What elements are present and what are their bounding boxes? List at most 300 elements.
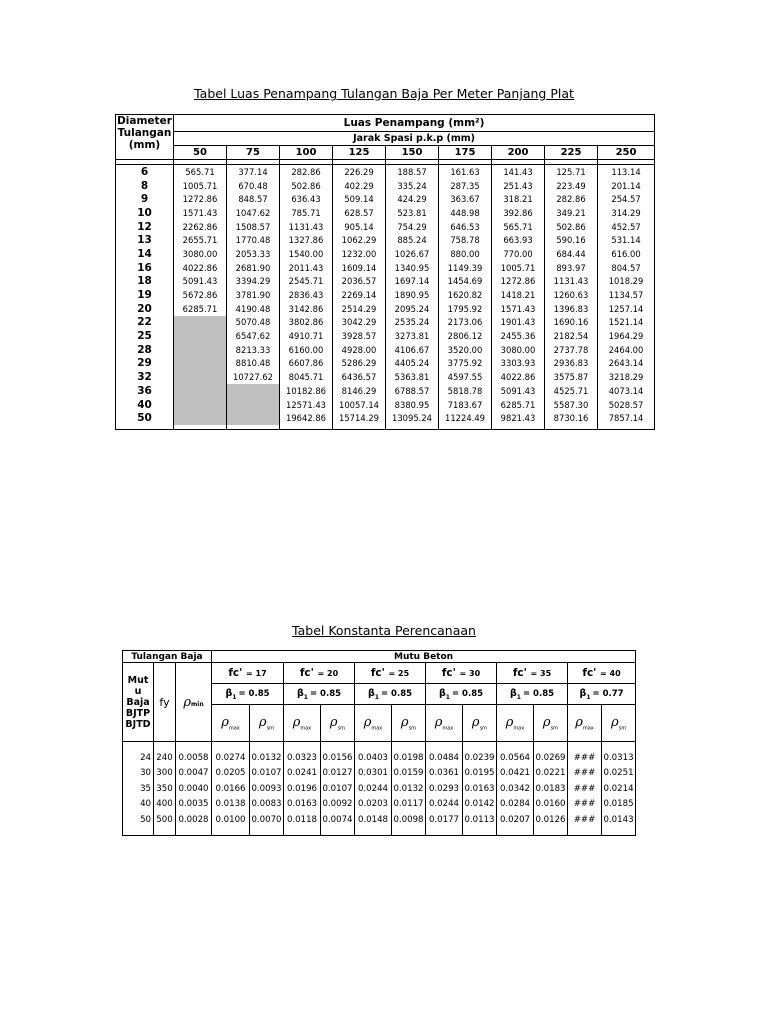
diameter-cell: 9 [116,192,174,206]
table-row [123,750,636,766]
rho-max-header: $\rho_{max}$ [426,705,463,742]
area-cell: 1418.21 [492,288,545,302]
area-cell: 2173.06 [439,316,492,330]
area-cell: 1134.57 [598,288,655,302]
diameter-cell: 28 [116,343,174,357]
rho-cell: 0.0156 [321,750,355,766]
area-cell: 616.00 [598,247,655,261]
table-row [116,247,655,261]
rho-cell: 0.0342 [497,781,534,797]
area-cell: 4022.86 [492,370,545,384]
area-cell: 1340.95 [386,261,439,275]
area-cell: 2514.29 [333,302,386,316]
table-row [116,206,655,220]
area-cell [174,343,227,357]
area-cell: 1232.00 [333,247,386,261]
area-cell: 1609.14 [333,261,386,275]
area-cell: 188.57 [386,165,439,179]
area-cell: 282.86 [280,165,333,179]
mutu-baja-header: Mut u Baja BJTP BJTD [123,663,154,742]
rho-cell: 0.0107 [321,781,355,797]
tulangan-baja-header: Tulangan Baja [123,651,212,663]
rho-cell: 0.0244 [355,781,392,797]
area-cell: 3080.00 [492,343,545,357]
area-cell: 6607.86 [280,357,333,371]
area-cell: 590.16 [545,233,598,247]
fc-header: fc' = 35 [497,663,568,684]
area-cell: 3575.87 [545,370,598,384]
rho-cell: 0.0301 [355,766,392,782]
area-cell: 6285.71 [492,398,545,412]
rho-cell: 0.0118 [284,812,321,828]
rho-cell: ### [568,750,602,766]
area-cell: 6547.62 [227,329,280,343]
area-cell: 13095.24 [386,411,439,425]
area-cell: 6160.00 [280,343,333,357]
fy-cell: 240 [154,750,176,766]
area-cell: 3303.93 [492,357,545,371]
area-cell: 1260.63 [545,288,598,302]
rho-max-header: $\rho_{max}$ [355,705,392,742]
table-row [116,233,655,247]
diameter-cell: 18 [116,275,174,289]
area-cell: 646.53 [439,220,492,234]
area-cell: 663.93 [492,233,545,247]
area-cell: 670.48 [227,179,280,193]
rho-sm-header: $\rho_{sm}$ [534,705,568,742]
area-cell [174,316,227,330]
area-cell: 5091.43 [492,384,545,398]
area-cell: 4928.00 [333,343,386,357]
table-row [123,781,636,797]
area-cell: 3802.86 [280,316,333,330]
area-cell: 2806.12 [439,329,492,343]
rho-cell: 0.0564 [497,750,534,766]
area-cell: 226.29 [333,165,386,179]
area-cell: 5286.29 [333,357,386,371]
diameter-header: Diameter Tulangan (mm) [116,115,174,160]
rho-cell: 0.0323 [284,750,321,766]
area-cell: 15714.29 [333,411,386,425]
diameter-cell: 10 [116,206,174,220]
rho-cell: 0.0195 [463,766,497,782]
rho-cell: 0.0183 [534,781,568,797]
area-cell [227,398,280,412]
area-cell: 8045.71 [280,370,333,384]
area-cell: 2036.57 [333,275,386,289]
area-cell: 3218.29 [598,370,655,384]
area-cell: 523.81 [386,206,439,220]
fy-cell: 500 [154,812,176,828]
fc-header: fc' = 25 [355,663,426,684]
rho-cell: 0.0132 [392,781,426,797]
spacing-header: 50 [174,146,227,160]
rho-cell: 0.0484 [426,750,463,766]
area-cell: 335.24 [386,179,439,193]
area-cell: 6285.71 [174,302,227,316]
rho-cell: 0.0070 [250,812,284,828]
area-cell: 2182.54 [545,329,598,343]
area-cell: 5818.78 [439,384,492,398]
diameter-cell: 16 [116,261,174,275]
table-row [116,370,655,384]
area-cell: 5028.57 [598,398,655,412]
diameter-cell: 8 [116,179,174,193]
area-cell: 1257.14 [598,302,655,316]
rho-cell: 0.0132 [250,750,284,766]
table-row [116,179,655,193]
table-row [116,357,655,371]
mutu-baja-cell: 35 [123,781,154,797]
area-cell: 201.14 [598,179,655,193]
area-cell: 2262.86 [174,220,227,234]
diameter-cell: 19 [116,288,174,302]
table-row [116,302,655,316]
rho-cell: 0.0251 [602,766,636,782]
luas-penampang-header: Luas Penampang (mm²) [174,115,655,132]
area-cell: 684.44 [545,247,598,261]
table-row [116,261,655,275]
rho-sm-header: $\rho_{sm}$ [602,705,636,742]
area-cell: 2655.71 [174,233,227,247]
area-cell: 363.67 [439,192,492,206]
area-cell: 1770.48 [227,233,280,247]
table-row [116,316,655,330]
area-cell: 4073.14 [598,384,655,398]
fc-header: fc' = 20 [284,663,355,684]
rho-cell: 0.0207 [497,812,534,828]
fc-header: fc' = 17 [212,663,284,684]
area-cell: 885.24 [386,233,439,247]
diameter-cell: 36 [116,384,174,398]
area-cell: 848.57 [227,192,280,206]
area-cell: 6436.57 [333,370,386,384]
area-cell: 10182.86 [280,384,333,398]
area-cell [227,411,280,425]
diameter-cell: 13 [116,233,174,247]
area-cell: 452.57 [598,220,655,234]
rho-cell: 0.0196 [284,781,321,797]
area-cell: 424.29 [386,192,439,206]
area-cell: 5070.48 [227,316,280,330]
table-row [116,398,655,412]
area-cell: 318.21 [492,192,545,206]
area-cell: 1521.14 [598,316,655,330]
area-cell: 254.57 [598,192,655,206]
rho-min-cell: 0.0035 [176,797,212,813]
area-cell: 1690.16 [545,316,598,330]
table-row [116,329,655,343]
rho-cell: 0.0284 [497,797,534,813]
rho-max-header: $\rho_{max}$ [284,705,321,742]
table-row [116,220,655,234]
area-cell: 1901.43 [492,316,545,330]
area-cell: 5672.86 [174,288,227,302]
area-cell: 2836.43 [280,288,333,302]
area-cell: 314.29 [598,206,655,220]
rho-cell: 0.0148 [355,812,392,828]
area-cell: 893.97 [545,261,598,275]
mutu-baja-cell: 30 [123,766,154,782]
spacing-header: 200 [492,146,545,160]
rho-cell: 0.0214 [602,781,636,797]
table-row [116,384,655,398]
area-cell: 804.57 [598,261,655,275]
area-cell: 113.14 [598,165,655,179]
rho-cell: ### [568,797,602,813]
area-cell [174,411,227,425]
rho-min-cell: 0.0040 [176,781,212,797]
table2-title: Tabel Konstanta Perencanaan [292,623,476,638]
rho-max-header: $\rho_{max}$ [497,705,534,742]
spacing-header: 75 [227,146,280,160]
rho-cell: 0.0142 [463,797,497,813]
spacing-header: 250 [598,146,655,160]
area-cell: 1454.69 [439,275,492,289]
area-cell: 531.14 [598,233,655,247]
rebar-area-table [115,114,655,430]
rho-cell: 0.0239 [463,750,497,766]
rho-cell: 0.0203 [355,797,392,813]
fy-cell: 350 [154,781,176,797]
area-cell: 2053.33 [227,247,280,261]
area-cell: 161.63 [439,165,492,179]
area-cell: 628.57 [333,206,386,220]
area-cell: 754.29 [386,220,439,234]
rho-cell: 0.0159 [392,766,426,782]
area-cell: 1571.43 [492,302,545,316]
area-cell: 1795.92 [439,302,492,316]
area-cell: 785.71 [280,206,333,220]
spacing-header: 150 [386,146,439,160]
area-cell: 287.35 [439,179,492,193]
area-cell: 3775.92 [439,357,492,371]
rho-cell: 0.0205 [212,766,250,782]
diameter-cell: 25 [116,329,174,343]
rho-cell: 0.0241 [284,766,321,782]
area-cell: 282.86 [545,192,598,206]
area-cell: 1508.57 [227,220,280,234]
area-cell: 2936.83 [545,357,598,371]
rho-cell: 0.0107 [250,766,284,782]
area-cell: 3042.29 [333,316,386,330]
area-cell: 1062.29 [333,233,386,247]
rho-cell: ### [568,781,602,797]
rho-min-cell: 0.0058 [176,750,212,766]
area-cell: 1396.83 [545,302,598,316]
area-cell: 2545.71 [280,275,333,289]
fc-header: fc' = 40 [568,663,636,684]
area-cell: 4022.86 [174,261,227,275]
rho-cell: 0.0083 [250,797,284,813]
area-cell: 125.71 [545,165,598,179]
rho-max-header: $\rho_{max}$ [212,705,250,742]
mutu-baja-cell: 24 [123,750,154,766]
mutu-baja-cell: 50 [123,812,154,828]
rho-cell: 0.0269 [534,750,568,766]
area-cell: 5587.30 [545,398,598,412]
rho-cell: 0.0113 [463,812,497,828]
rho-cell: 0.0126 [534,812,568,828]
rho-cell: 0.0160 [534,797,568,813]
area-cell: 3080.00 [174,247,227,261]
rho-cell: ### [568,766,602,782]
rho-cell: 0.0421 [497,766,534,782]
table-row [123,812,636,828]
spacing-header: 225 [545,146,598,160]
rho-max-header: $\rho_{max}$ [568,705,602,742]
area-cell: 4106.67 [386,343,439,357]
area-cell: 2681.90 [227,261,280,275]
area-cell: 11224.49 [439,411,492,425]
rho-cell: 0.0403 [355,750,392,766]
area-cell [174,398,227,412]
area-cell: 1149.39 [439,261,492,275]
fc-header: fc' = 30 [426,663,497,684]
area-cell: 5363.81 [386,370,439,384]
rho-cell: 0.0117 [392,797,426,813]
area-cell: 1018.29 [598,275,655,289]
area-cell: 2535.24 [386,316,439,330]
area-cell: 1272.86 [492,275,545,289]
area-cell: 4190.48 [227,302,280,316]
rho-cell: 0.0185 [602,797,636,813]
rho-cell: 0.0163 [463,781,497,797]
table-row [116,288,655,302]
area-cell: 565.71 [492,220,545,234]
fy-cell: 400 [154,797,176,813]
area-cell: 377.14 [227,165,280,179]
area-cell: 5091.43 [174,275,227,289]
area-cell: 392.86 [492,206,545,220]
spacing-header: 100 [280,146,333,160]
rho-cell: 0.0163 [284,797,321,813]
rho-sm-header: $\rho_{sm}$ [321,705,355,742]
area-cell [174,384,227,398]
diameter-cell: 50 [116,411,174,425]
area-cell: 4597.55 [439,370,492,384]
table-row [123,766,636,782]
table1-title: Tabel Luas Penampang Tulangan Baja Per Meter Panjang Plat [194,86,574,101]
mutu-beton-header: Mutu Beton [212,651,636,663]
rho-cell: 0.0221 [534,766,568,782]
rho-cell: 0.0138 [212,797,250,813]
rho-sm-header: $\rho_{sm}$ [463,705,497,742]
area-cell: 4405.24 [386,357,439,371]
area-cell: 1005.71 [174,179,227,193]
area-cell: 10727.62 [227,370,280,384]
diameter-cell: 20 [116,302,174,316]
area-cell: 448.98 [439,206,492,220]
rho-min-header: ρmin [176,663,212,742]
area-cell: 9821.43 [492,411,545,425]
area-cell: 12571.43 [280,398,333,412]
area-cell: 7183.67 [439,398,492,412]
area-cell: 905.14 [333,220,386,234]
rho-sm-header: $\rho_{sm}$ [250,705,284,742]
area-cell: 565.71 [174,165,227,179]
beta1-header: $\beta_1 = 0.85$ [426,684,497,705]
area-cell: 2643.14 [598,357,655,371]
rho-cell: 0.0293 [426,781,463,797]
area-cell: 1272.86 [174,192,227,206]
rho-cell: 0.0074 [321,812,355,828]
area-cell: 1890.95 [386,288,439,302]
beta1-header: $\beta_1 = 0.85$ [497,684,568,705]
mutu-baja-cell: 40 [123,797,154,813]
fy-header: fy [154,663,176,742]
rho-cell: ### [568,812,602,828]
rho-min-cell: 0.0028 [176,812,212,828]
rho-cell: 0.0100 [212,812,250,828]
jarak-spasi-header: Jarak Spasi p.k.p (mm) [174,132,655,146]
area-cell: 8146.29 [333,384,386,398]
area-cell: 1131.43 [545,275,598,289]
area-cell: 502.86 [545,220,598,234]
area-cell: 1964.29 [598,329,655,343]
rho-sm-header: $\rho_{sm}$ [392,705,426,742]
diameter-cell: 6 [116,165,174,179]
rho-cell: 0.0198 [392,750,426,766]
table-row [116,192,655,206]
area-cell: 19642.86 [280,411,333,425]
area-cell: 349.21 [545,206,598,220]
area-cell: 251.43 [492,179,545,193]
beta1-header: $\beta_1 = 0.77$ [568,684,636,705]
rho-cell: 0.0092 [321,797,355,813]
rho-cell: 0.0274 [212,750,250,766]
area-cell: 141.43 [492,165,545,179]
area-cell: 2737.78 [545,343,598,357]
table-row [116,275,655,289]
area-cell: 4910.71 [280,329,333,343]
area-cell: 3142.86 [280,302,333,316]
rho-cell: 0.0313 [602,750,636,766]
area-cell: 3928.57 [333,329,386,343]
area-cell: 6788.57 [386,384,439,398]
diameter-cell: 32 [116,370,174,384]
area-cell: 1540.00 [280,247,333,261]
diameter-cell: 14 [116,247,174,261]
diameter-cell: 29 [116,357,174,371]
area-cell: 880.00 [439,247,492,261]
table-row [123,797,636,813]
area-cell: 3394.29 [227,275,280,289]
rho-min-cell: 0.0047 [176,766,212,782]
area-cell: 3273.81 [386,329,439,343]
rho-cell: 0.0143 [602,812,636,828]
area-cell: 223.49 [545,179,598,193]
diameter-cell: 40 [116,398,174,412]
rho-cell: 0.0093 [250,781,284,797]
rho-cell: 0.0098 [392,812,426,828]
area-cell: 502.86 [280,179,333,193]
area-cell: 1697.14 [386,275,439,289]
area-cell: 2011.43 [280,261,333,275]
area-cell: 8213.33 [227,343,280,357]
area-cell: 1047.62 [227,206,280,220]
area-cell: 509.14 [333,192,386,206]
table-row [116,411,655,425]
area-cell: 4525.71 [545,384,598,398]
rho-cell: 0.0244 [426,797,463,813]
table-row [116,343,655,357]
area-cell: 3781.90 [227,288,280,302]
area-cell: 10057.14 [333,398,386,412]
area-cell: 8380.95 [386,398,439,412]
rho-cell: 0.0361 [426,766,463,782]
area-cell: 3520.00 [439,343,492,357]
